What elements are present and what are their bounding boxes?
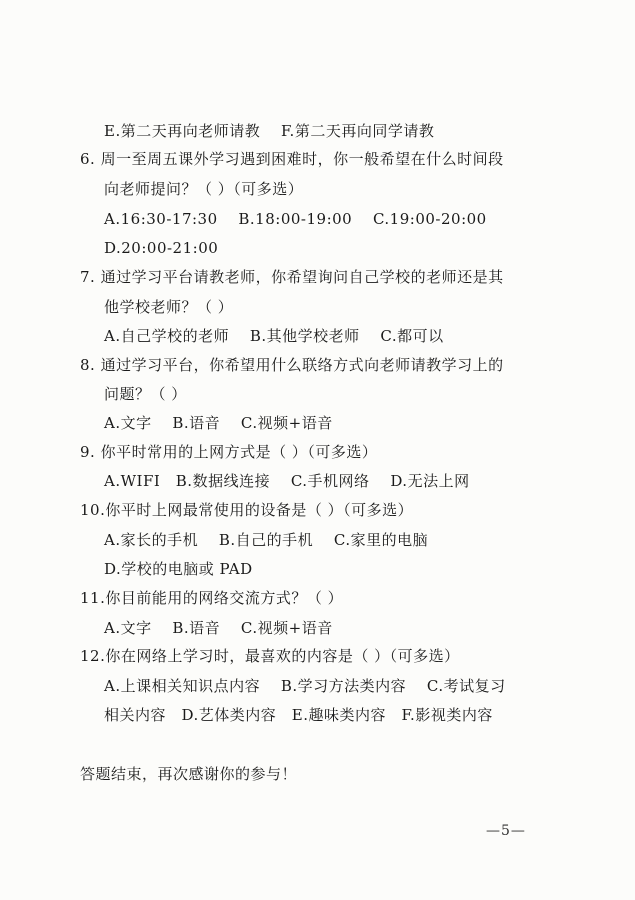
text-line: 8. 通过学习平台，你希望用什么联络方式向老师请教学习上的 xyxy=(80,356,504,374)
question-6-text xyxy=(80,149,504,169)
text-line: 答题结束，再次感谢你的参与！ xyxy=(80,765,298,783)
text-line: 12.你在网络上学习时，最喜欢的内容是（ ）（可多选） xyxy=(80,647,460,665)
question-8-text-cont xyxy=(104,384,187,404)
question-11-options xyxy=(104,618,333,638)
question-10-option-d xyxy=(104,559,253,579)
question-8-text xyxy=(80,355,504,375)
text-line: A.文字 B.语音 C.视频+语音 xyxy=(104,414,333,432)
text-line: 7. 通过学习平台请教老师，你希望询问自己学校的老师还是其 xyxy=(80,268,504,286)
closing-remark xyxy=(80,764,297,784)
text-line: A.家长的手机 B.自己的手机 C.家里的电脑 xyxy=(104,531,429,549)
text-line: D.学校的电脑或 PAD xyxy=(104,560,253,578)
question-11-text xyxy=(80,588,343,608)
text-line: A.WIFI B.数据线连接 C.手机网络 D.无法上网 xyxy=(104,472,470,490)
text-line: 问题？（ ） xyxy=(104,385,187,403)
text-line: A.文字 B.语音 C.视频+语音 xyxy=(104,619,333,637)
question-6-options-abc xyxy=(104,209,487,229)
text-line: 相关内容 D.艺体类内容 E.趣味类内容 F.影视类内容 xyxy=(104,706,493,724)
question-10-options-abc xyxy=(104,530,428,550)
question-8-options xyxy=(104,413,333,433)
question-12-text xyxy=(80,646,460,666)
text-line: 6. 周一至周五课外学习遇到困难时，你一般希望在什么时间段 xyxy=(80,150,504,168)
question-6-text-cont xyxy=(104,179,303,199)
question-12-options-abc xyxy=(104,676,506,696)
text-line: A.上课相关知识点内容 B.学习方法类内容 C.考试复习 xyxy=(104,677,506,695)
text-line: A.自己学校的老师 B.其他学校老师 C.都可以 xyxy=(104,327,444,345)
question-9-text xyxy=(80,442,377,462)
question-7-options xyxy=(104,326,444,346)
text-line: E.第二天再向老师请教 F.第二天再向同学请教 xyxy=(104,122,435,140)
text-line: 他学校老师？（ ） xyxy=(104,298,234,316)
page-number: —5— xyxy=(486,823,526,839)
question-9-options xyxy=(104,471,470,491)
text-line: 9. 你平时常用的上网方式是（ ）（可多选） xyxy=(80,443,378,461)
text-line: A.16:30-17:30 B.18:00-19:00 C.19:00-20:00 xyxy=(104,210,487,228)
text-line: 向老师提问？（ ）（可多选） xyxy=(104,180,304,198)
text-line: D.20:00-21:00 xyxy=(104,239,219,257)
question-10-text xyxy=(80,500,413,520)
text-line: 10.你平时上网最常使用的设备是（ ）（可多选） xyxy=(80,501,414,519)
question-12-options-cont xyxy=(104,705,493,725)
question-5-options-ef xyxy=(104,121,434,141)
question-6-option-d xyxy=(104,238,218,258)
question-7-text xyxy=(80,267,504,287)
text-line: 11.你目前能用的网络交流方式？（ ） xyxy=(80,589,344,607)
question-7-text-cont xyxy=(104,297,233,317)
